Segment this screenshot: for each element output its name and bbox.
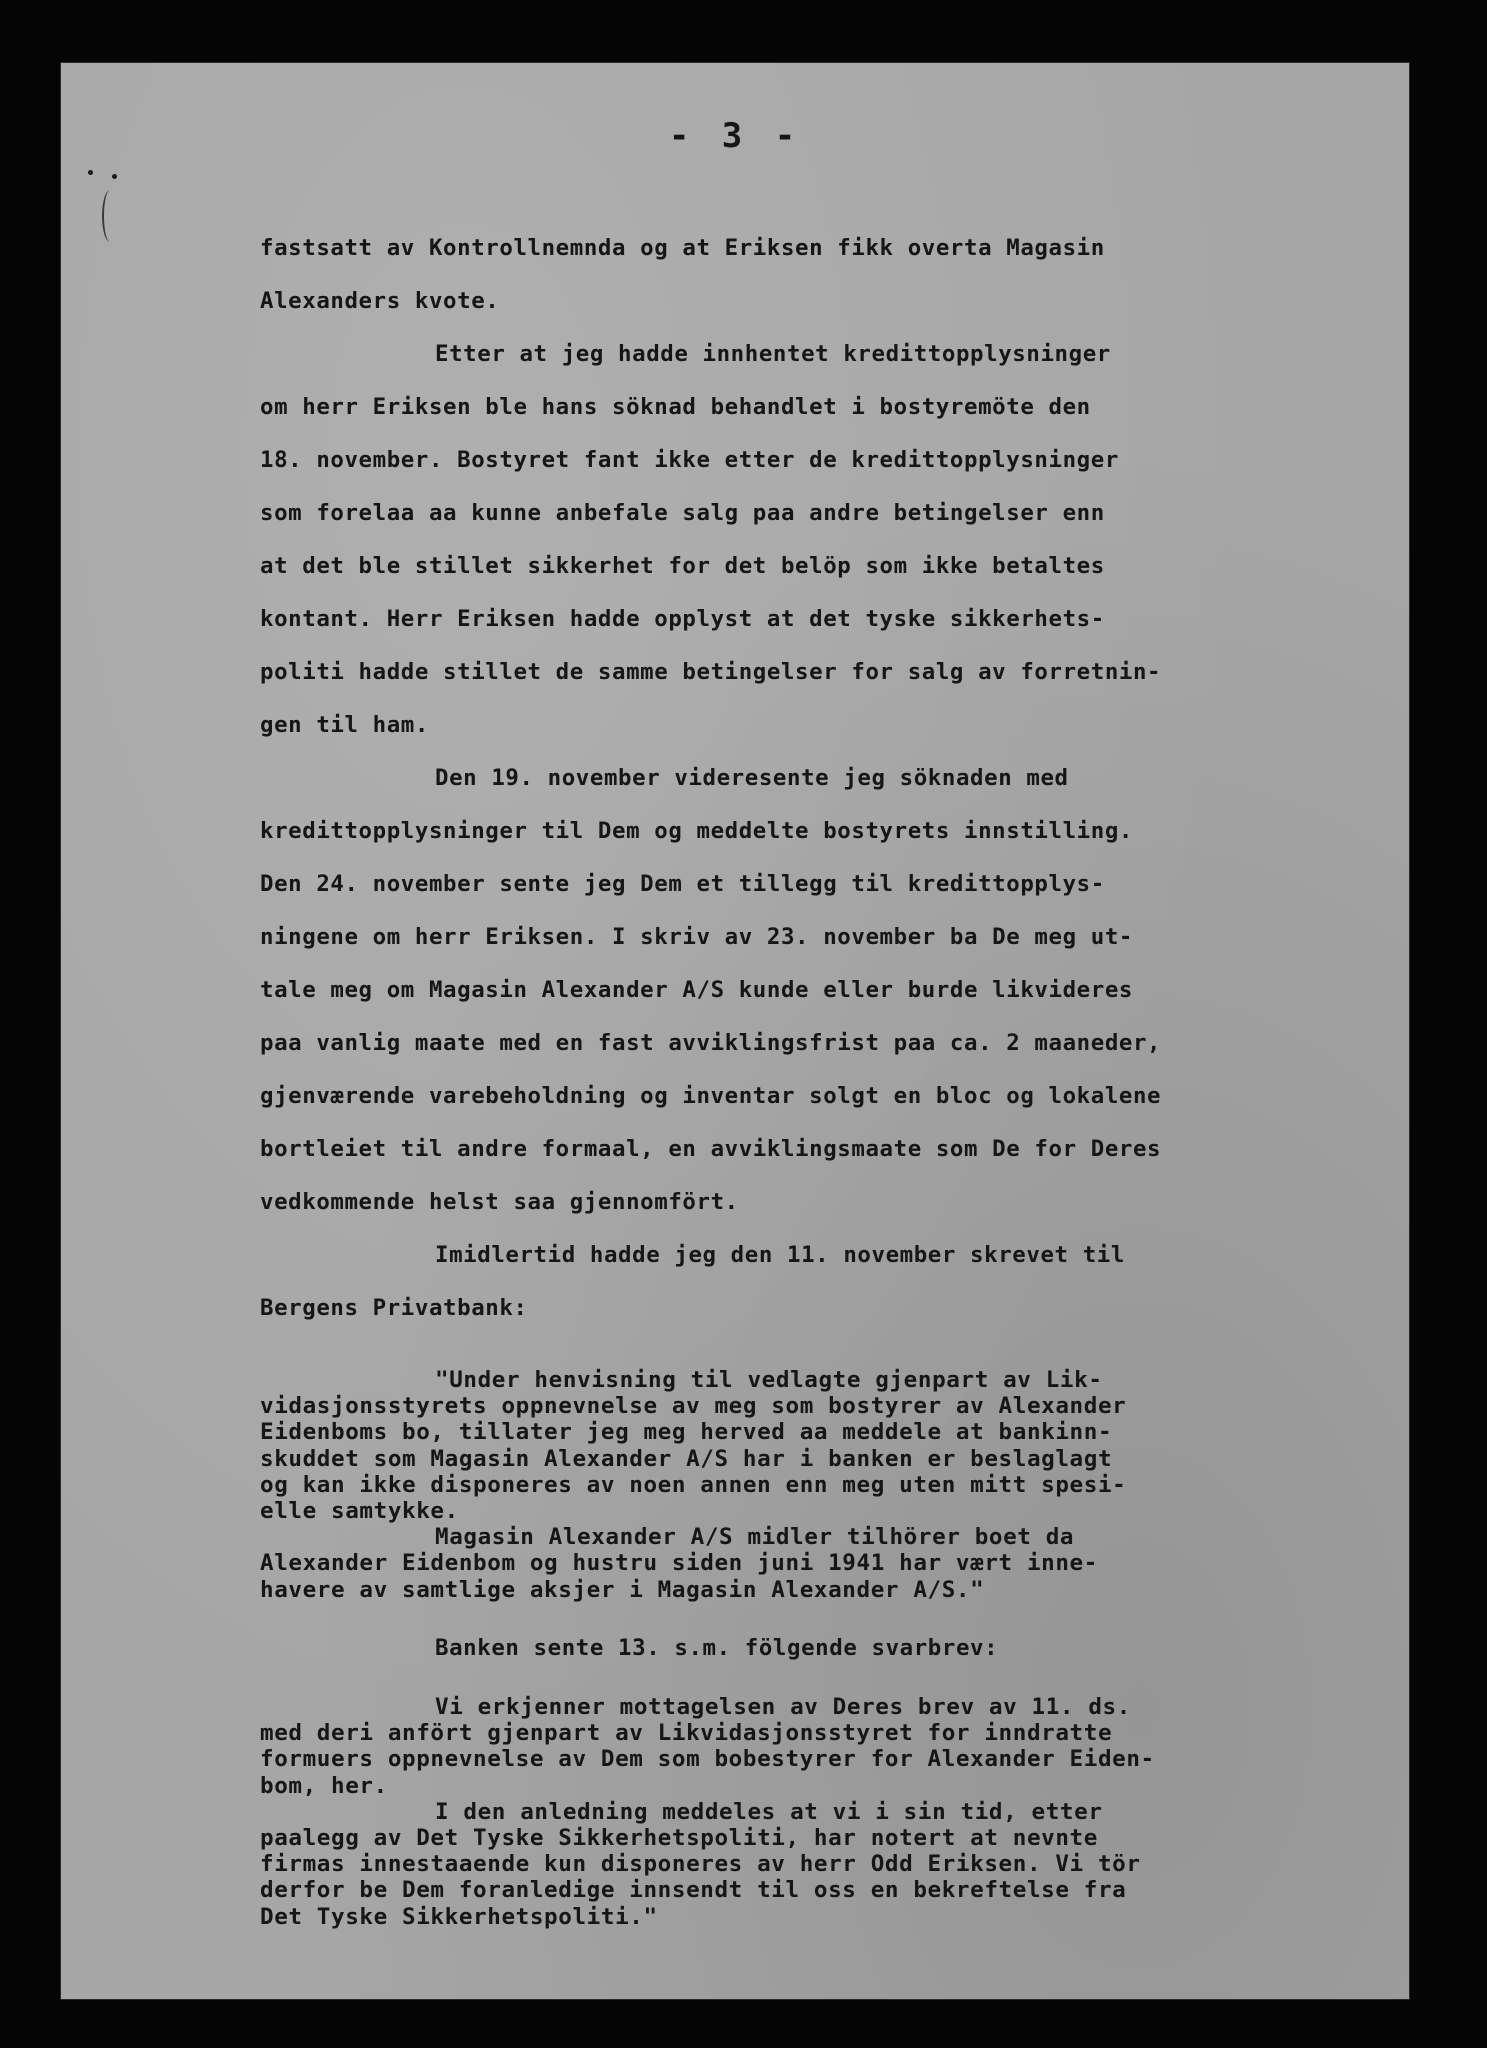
- margin-bracket: [102, 190, 118, 242]
- body-line: Den 24. november sente jeg Dem et tillegg til kredittopplys-: [260, 871, 1105, 897]
- margin-pencil-mark: [86, 140, 126, 250]
- body-line: gjenværende varebeholdning og inventar solgt en bloc og lokalene: [260, 1083, 1162, 1109]
- quoted-letter-to-bank: [260, 1367, 1390, 1603]
- margin-dot: [112, 174, 117, 179]
- quote-line: Det Tyske Sikkerhetspoliti.": [260, 1903, 658, 1930]
- body-line: tale meg om Magasin Alexander A/S kunde eller burde likvideres: [260, 977, 1133, 1003]
- body-line: Bergens Privatbank:: [260, 1295, 528, 1321]
- body-line: kontant. Herr Eriksen hadde opplyst at det tyske sikkerhets-: [260, 606, 1105, 632]
- body-line: Imidlertid hadde jeg den 11. november skrevet til: [435, 1242, 1125, 1268]
- quote-line: med deri anfört gjenpart av Likvidasjonsstyret for inndratte: [260, 1720, 1113, 1747]
- quote-line: Magasin Alexander A/S midler tilhörer boet da: [435, 1524, 1075, 1551]
- quote-line: Vi erkjenner mottagelsen av Deres brev av 11. ds.: [435, 1694, 1131, 1720]
- body-line: paa vanlig maate med en fast avviklingsfrist paa ca. 2 maaneder,: [260, 1030, 1162, 1056]
- quote-line: Eidenboms bo, tillater jeg meg herved aa meddele at bankinn-: [260, 1419, 1113, 1446]
- body-line: Alexanders kvote.: [260, 288, 500, 314]
- body-line: vedkommende helst saa gjennomfört.: [260, 1189, 739, 1215]
- body-line: fastsatt av Kontrollnemnda og at Eriksen fikk overta Magasin: [260, 235, 1105, 261]
- document-page: [60, 62, 1410, 2000]
- body-text: [260, 222, 1390, 1335]
- quote-line: I den anledning meddeles at vi i sin tid, etter: [435, 1798, 1103, 1825]
- body-line: kredittopplysninger til Dem og meddelte bostyrets innstilling.: [260, 818, 1133, 844]
- quote-line: "Under henvisning til vedlagte gjenpart av Lik-: [435, 1367, 1103, 1393]
- bank-reply-intro: Banken sente 13. s.m. fölgende svarbrev:: [435, 1635, 999, 1661]
- body-line: politi hadde stillet de samme betingelser for salg av forretnin-: [260, 659, 1162, 685]
- body-line: ningene om herr Eriksen. I skriv av 23. november ba De meg ut-: [260, 924, 1133, 950]
- margin-dot: [88, 170, 93, 175]
- body-line: at det ble stillet sikkerhet for det belöp som ikke betaltes: [260, 553, 1105, 579]
- quote-line: derfor be Dem foranledige innsendt til oss en bekreftelse fra: [260, 1877, 1127, 1904]
- body-line: Etter at jeg hadde innhentet kredittopplysninger: [435, 341, 1111, 367]
- quote-line: og kan ikke disponeres av noen annen enn meg uten mitt spesi-: [260, 1471, 1127, 1498]
- quote-line: elle samtykke.: [260, 1497, 459, 1524]
- body-line: bortleiet til andre formaal, en avviklingsmaate som De for Deres: [260, 1136, 1162, 1162]
- quote-line: bom, her.: [260, 1772, 388, 1799]
- body-line: gen til ham.: [260, 712, 429, 738]
- body-line: om herr Eriksen ble hans söknad behandlet i bostyremöte den: [260, 394, 1091, 420]
- quote-line: formuers oppnevnelse av Dem som bobestyrer for Alexander Eiden-: [260, 1746, 1155, 1773]
- body-line: 18. november. Bostyret fant ikke etter de kredittopplysninger: [260, 447, 1119, 473]
- body-line: Den 19. november videresente jeg söknaden med: [435, 765, 1069, 791]
- quoted-bank-reply: [260, 1694, 1390, 1930]
- quote-line: skuddet som Magasin Alexander A/S har i banken er beslaglagt: [260, 1445, 1113, 1472]
- quote-line: firmas innestaaende kun disponeres av herr Odd Eriksen. Vi tör: [260, 1851, 1141, 1878]
- quote-line: Alexander Eidenbom og hustru siden juni 1941 har vært inne-: [260, 1550, 1098, 1577]
- quote-line: paalegg av Det Tyske Sikkerhetspoliti, har notert at nevnte: [260, 1824, 1098, 1851]
- quote-line: vidasjonsstyrets oppnevnelse av meg som bostyrer av Alexander: [260, 1393, 1127, 1420]
- body-line: som forelaa aa kunne anbefale salg paa andre betingelser enn: [260, 500, 1105, 526]
- quote-line: havere av samtlige aksjer i Magasin Alexander A/S.": [260, 1576, 985, 1603]
- page-number: - 3 -: [668, 116, 802, 156]
